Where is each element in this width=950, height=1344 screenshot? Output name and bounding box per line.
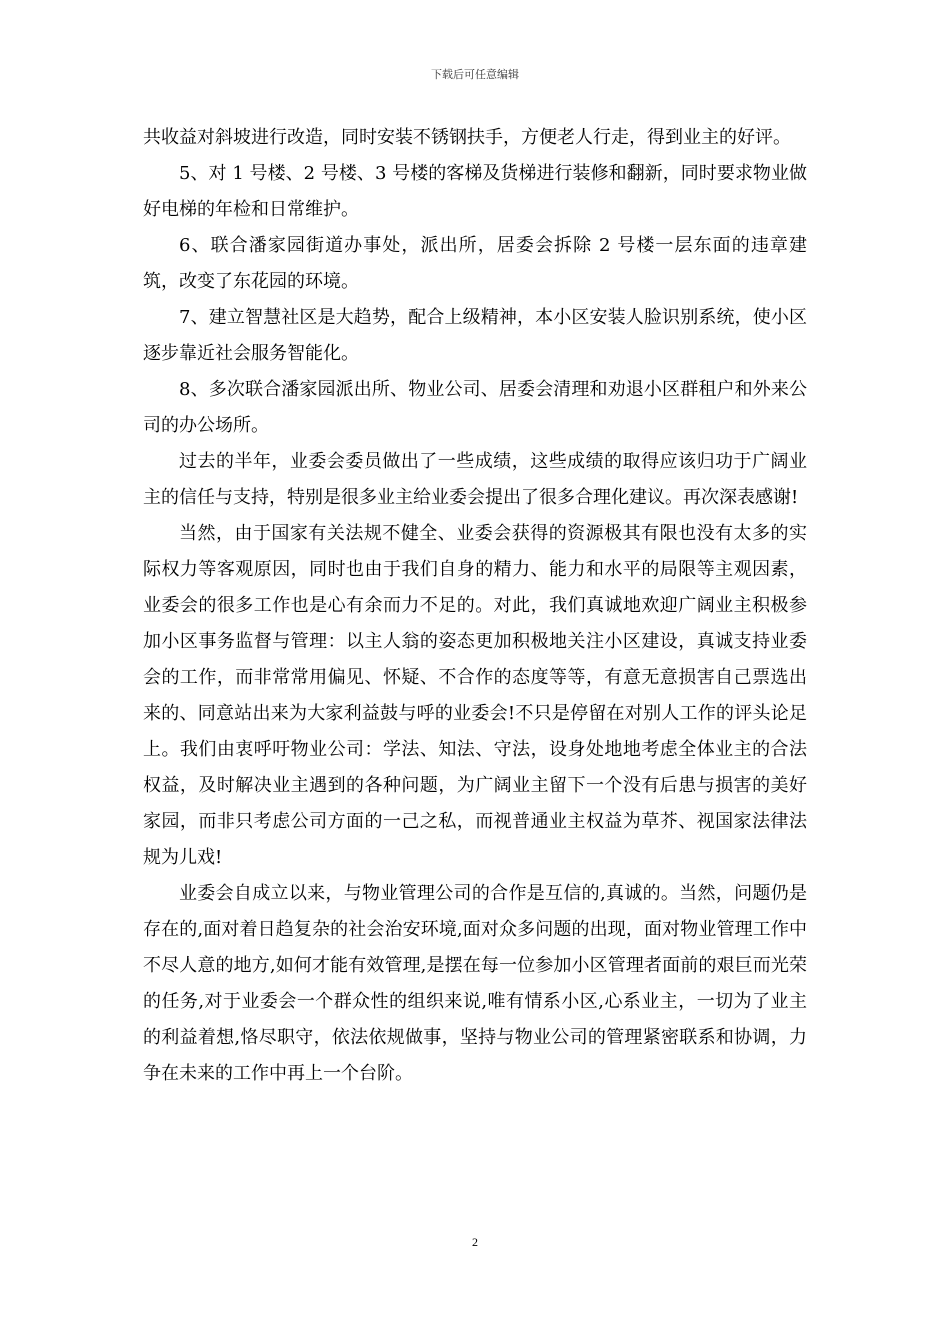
paragraph-continuation: 共收益对斜坡进行改造，同时安装不锈钢扶手，方便老人行走，得到业主的好评。 xyxy=(143,127,791,148)
paragraph-item-7: 7、建立智慧社区是大趋势，配合上级精神，本小区安装人脸识别系统，使小区逐步靠近社会服务智能化。 xyxy=(143,307,807,364)
document-body xyxy=(143,120,807,1092)
paragraph-cooperation: 业委会自成立以来，与物业管理公司的合作是互信的,真诚的。当然，问题仍是存在的,面对着日趋复杂的社会治安环境,面对众多问题的出现，面对物业管理工作中不尽人意的地方,如何才能有效管理,是摆在每一位参加小区管理者面前的艰巨而光荣的任务,对于业委会一个群众性的组织来说,唯有情系小区,心系业主，一切为了业主的利益着想,恪尽职守，依法依规做事，坚持与物业公司的管理紧密联系和协调，力争在未来的工作中再上一个台阶。 xyxy=(143,883,807,1084)
paragraph-item-5: 5、对 1 号楼、2 号楼、3 号楼的客梯及货梯进行装修和翻新，同时要求物业做好电梯的年检和日常维护。 xyxy=(143,163,807,220)
page-header: 下载后可任意编辑 xyxy=(431,68,519,81)
page-number: 2 xyxy=(472,1235,478,1249)
paragraph-achievements: 过去的半年，业委会委员做出了一些成绩，这些成绩的取得应该归功于广阔业主的信任与支持，特别是很多业主给业委会提出了很多合理化建议。再次深表感谢! xyxy=(143,451,807,508)
paragraph-item-6: 6、联合潘家园街道办事处，派出所，居委会拆除 2 号楼一层东面的违章建筑，改变了东花园的环境。 xyxy=(143,235,807,292)
paragraph-item-8: 8、多次联合潘家园派出所、物业公司、居委会清理和劝退小区群租户和外来公司的办公场所。 xyxy=(143,379,807,436)
paragraph-limitations: 当然，由于国家有关法规不健全、业委会获得的资源极其有限也没有太多的实际权力等客观原因，同时也由于我们自身的精力、能力和水平的局限等主观因素，业委会的很多工作也是心有余而力不足的。对此，我们真诚地欢迎广阔业主积极参加小区事务监督与管理：以主人翁的姿态更加积极地关注小区建设，真诚支持业委会的工作，而非常常用偏见、怀疑、不合作的态度等等，有意无意损害自己票选出来的、同意站出来为大家利益鼓与呼的业委会!不只是停留在对别人工作的评头论足上。我们由衷呼吁物业公司：学法、知法、守法，设身处地地考虑全体业主的合法权益，及时解决业主遇到的各种问题，为广阔业主留下一个没有后患与损害的美好家园，而非只考虑公司方面的一己之私，而视普通业主权益为草芥、视国家法律法规为儿戏! xyxy=(143,523,807,868)
